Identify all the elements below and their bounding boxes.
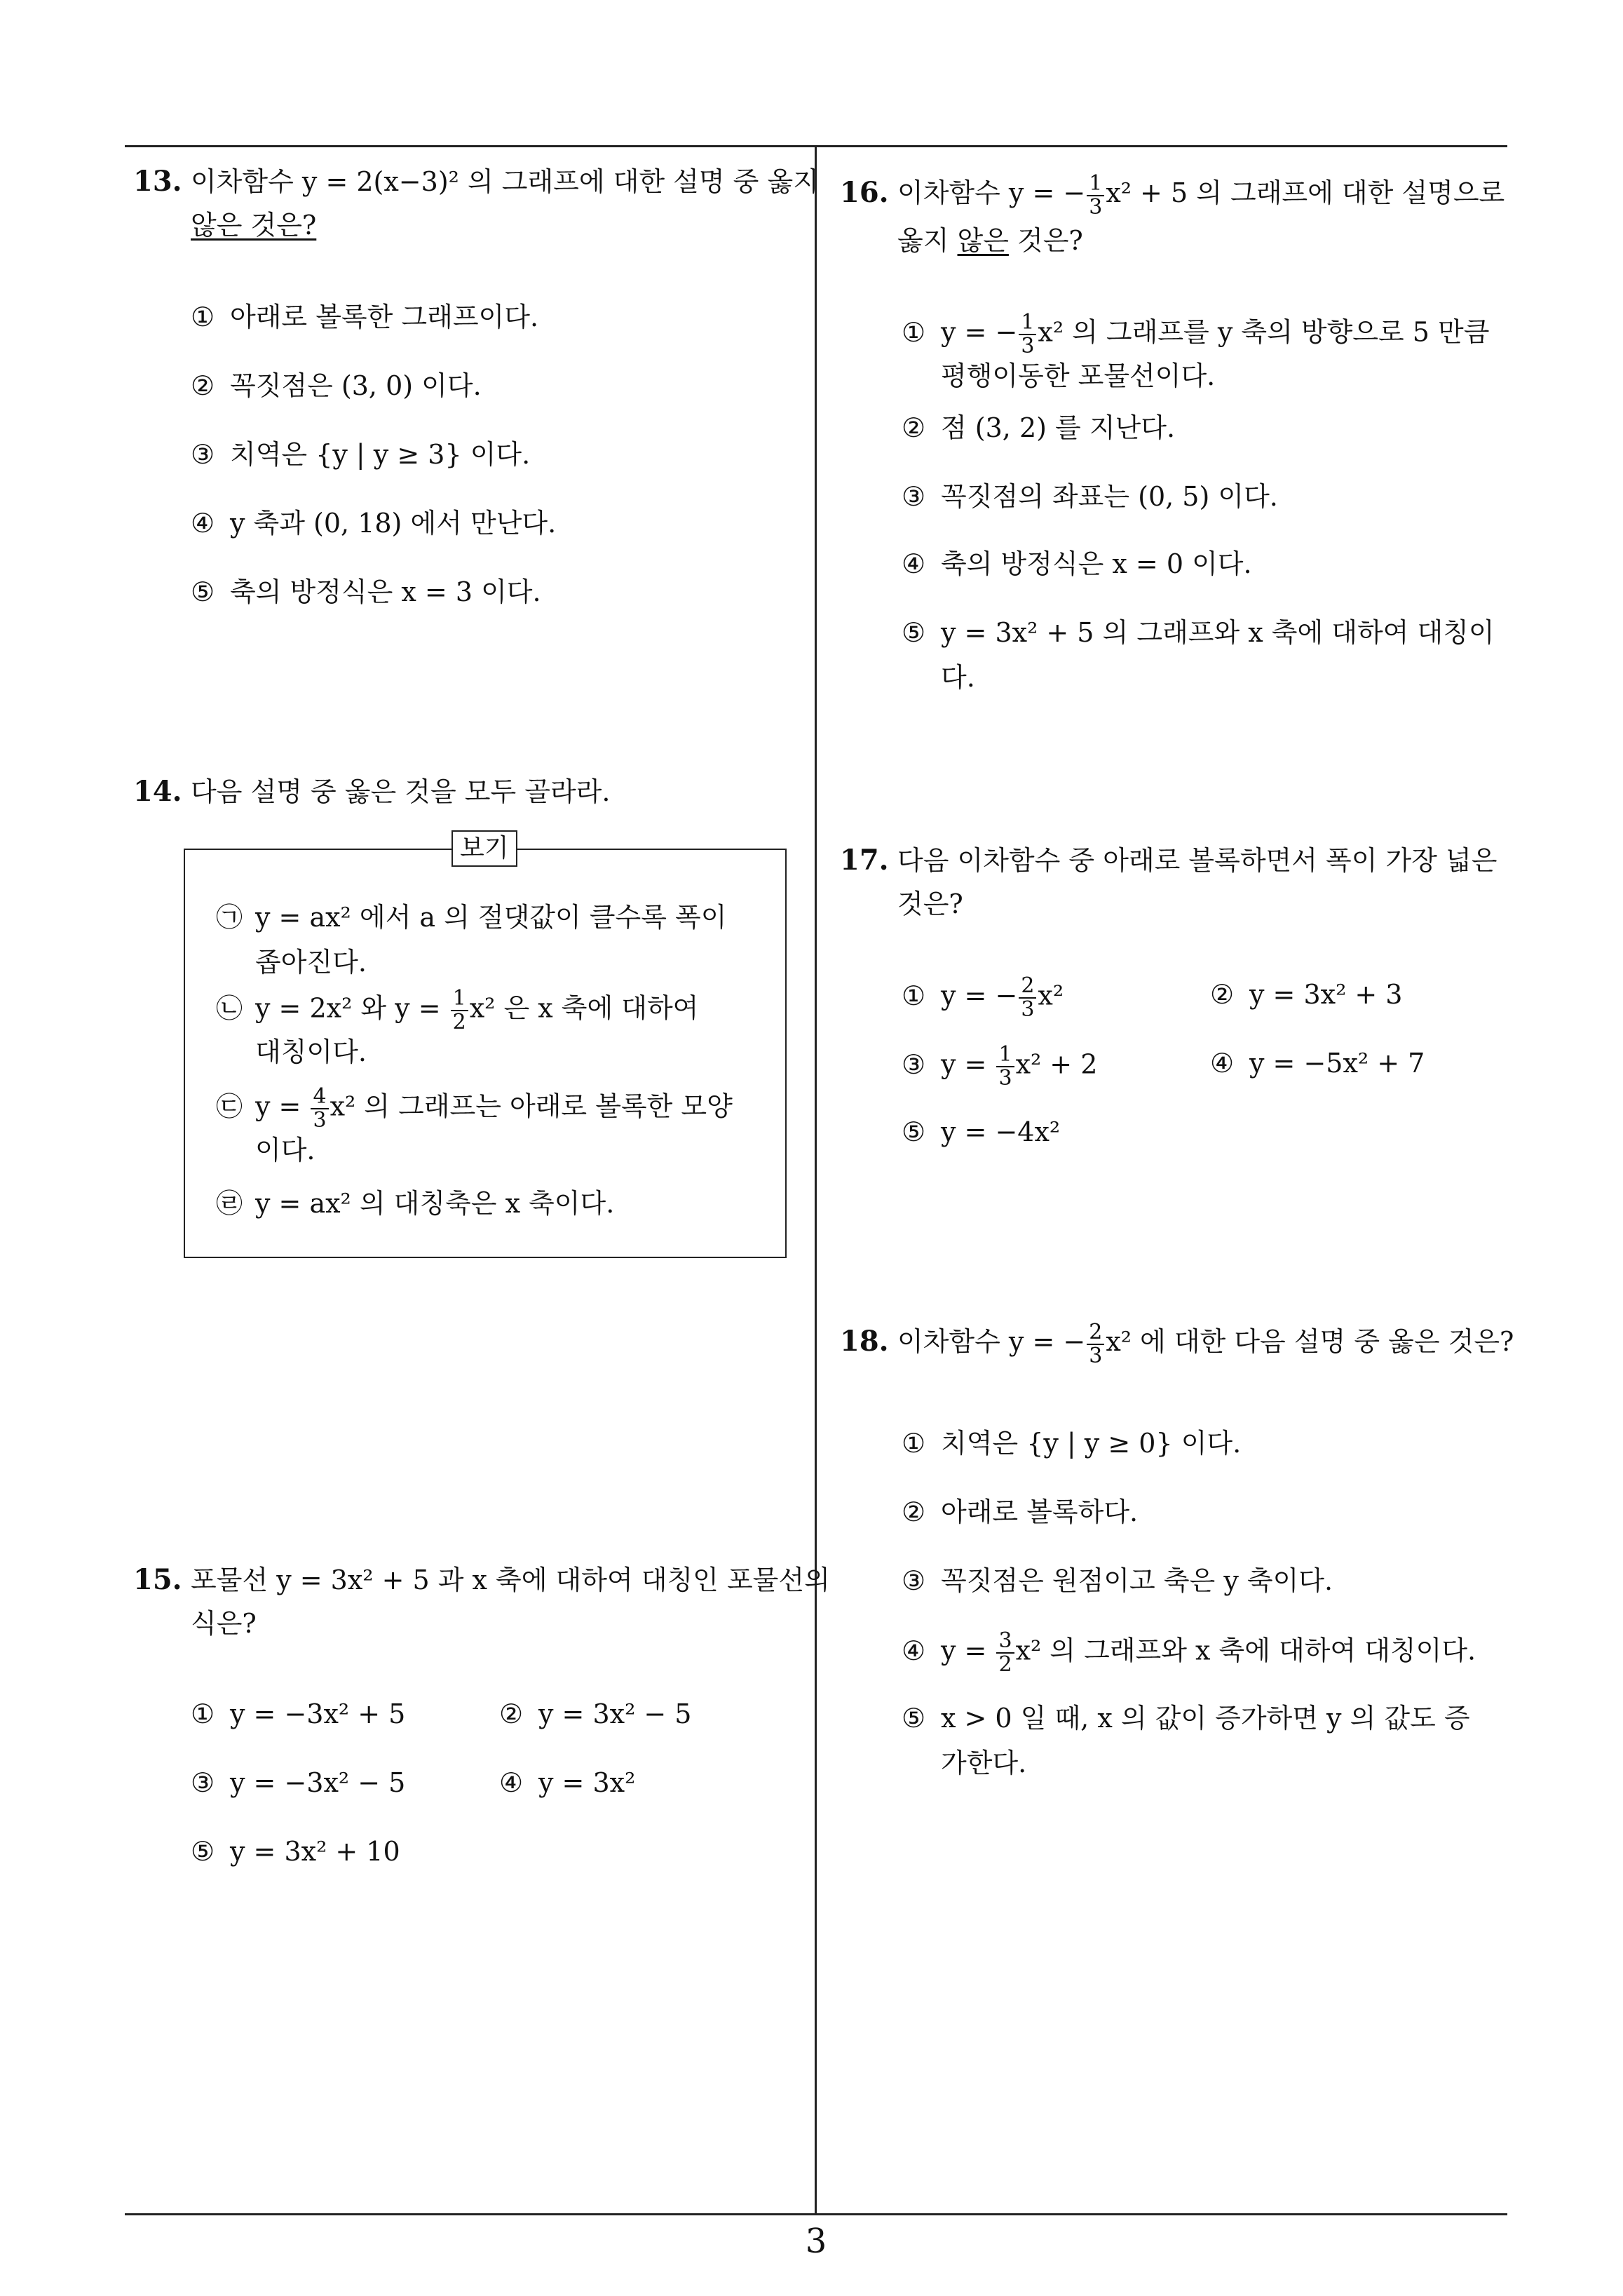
fraction-denominator: 3 xyxy=(998,1066,1012,1090)
option-continuation: 평행이동한 포물선이다. xyxy=(941,360,1216,391)
option-text: y = −3x² + 5 xyxy=(230,1699,406,1729)
option-text: 축의 방정식은 x = 0 이다. xyxy=(941,548,1252,579)
option-text: 꼭짓점은 원점이고 축은 y 축이다. xyxy=(941,1565,1333,1596)
question-15 xyxy=(133,1558,830,1649)
item-line-2: 이다. xyxy=(255,1135,315,1166)
fraction-numerator: 2 xyxy=(1087,1321,1104,1345)
fraction-numerator: 1 xyxy=(996,1044,1014,1067)
item-line-1: y = ax² 의 대칭축은 x 축이다. xyxy=(255,1188,615,1219)
q15-option-4[interactable] xyxy=(499,1763,635,1802)
question-number: 15. xyxy=(133,1563,182,1596)
fraction-numerator: 2 xyxy=(1019,975,1036,999)
option-text: y = −4x² xyxy=(941,1116,1061,1147)
option-mark: ④ xyxy=(902,1635,926,1666)
q16-option-4[interactable] xyxy=(902,544,1252,583)
q16-option-2[interactable] xyxy=(902,408,1175,447)
option-mark: ② xyxy=(191,370,215,401)
question-stem xyxy=(191,770,610,813)
q16-option-1[interactable] xyxy=(902,310,1490,391)
q15-option-2[interactable] xyxy=(499,1694,691,1734)
item-line-1-post: x² 은 x 축에 대하여 xyxy=(469,992,699,1024)
option-continuation: 가한다. xyxy=(941,1748,1027,1778)
question-number: 13. xyxy=(133,165,182,198)
q13-option-1[interactable] xyxy=(191,297,538,337)
question-17 xyxy=(840,839,1513,930)
q15-option-5[interactable] xyxy=(191,1832,400,1871)
option-text: y = 3x² − 5 xyxy=(538,1699,692,1729)
option-text: 치역은 {y | y ≥ 0} 이다. xyxy=(941,1428,1242,1459)
q15-option-1[interactable] xyxy=(191,1694,405,1734)
item-line-1-pre: y = xyxy=(255,1090,310,1122)
item-line-1-pre: y = 2x² 와 y = xyxy=(255,992,449,1024)
question-number: 16. xyxy=(840,176,889,209)
option-mark: ③ xyxy=(902,1565,926,1596)
option-text: 꼭짓점의 좌표는 (0, 5) 이다. xyxy=(941,481,1278,512)
fraction xyxy=(451,987,468,1034)
option-mark: ③ xyxy=(902,481,926,512)
question-stem xyxy=(897,839,1497,926)
question-stem xyxy=(897,171,1505,262)
option-pre: y = xyxy=(941,1048,996,1080)
item-mark: ㉣ xyxy=(216,1188,243,1219)
fraction-denominator: 3 xyxy=(1089,194,1103,220)
item-mark: ㉡ xyxy=(216,992,243,1024)
option-text: y 축과 (0, 18) 에서 만난다. xyxy=(230,508,557,539)
fraction-numerator: 4 xyxy=(311,1086,328,1109)
option-text: 축의 방정식은 x = 3 이다. xyxy=(230,576,541,607)
question-16 xyxy=(840,171,1513,262)
option-text: 아래로 볼록하다. xyxy=(941,1497,1139,1527)
question-stem xyxy=(897,1320,1514,1368)
question-14 xyxy=(133,770,806,819)
bogi-item-3[interactable] xyxy=(216,1084,733,1166)
fraction xyxy=(311,1086,328,1132)
bogi-item-4[interactable] xyxy=(216,1184,614,1223)
option-mark: ④ xyxy=(499,1767,524,1798)
option-text: y = 3x² + 10 xyxy=(230,1836,400,1867)
question-18 xyxy=(840,1320,1513,1376)
fraction xyxy=(1087,1321,1104,1368)
item-mark: ㉢ xyxy=(216,1090,243,1122)
bogi-title: 보기 xyxy=(451,830,517,867)
option-pre: y = − xyxy=(941,980,1018,1011)
question-stem xyxy=(191,1558,830,1645)
option-mark: ① xyxy=(902,980,926,1011)
fraction-denominator: 2 xyxy=(998,1652,1012,1677)
fraction xyxy=(1019,311,1036,358)
option-mark: ③ xyxy=(191,439,215,470)
q17-option-5[interactable] xyxy=(902,1112,1060,1152)
option-text: y = 3x² + 5 의 그래프와 x 축에 대하여 대칭이 xyxy=(941,617,1495,648)
stem-post: x² + 5 의 그래프에 대한 설명으로 xyxy=(1106,177,1505,208)
item-line-1-post: x² 의 그래프는 아래로 볼록한 모양 xyxy=(330,1090,733,1122)
stem-line-1 xyxy=(897,1320,1514,1368)
option-text: y = 3x² + 3 xyxy=(1249,979,1403,1010)
q18-option-4[interactable] xyxy=(902,1630,1476,1676)
page-number: 3 xyxy=(805,2222,827,2261)
option-text: y = −3x² − 5 xyxy=(230,1767,406,1798)
q16-option-5[interactable] xyxy=(902,613,1495,693)
stem-line-1: 이차함수 y = 2(x−3)² 의 그래프에 대한 설명 중 옳지 xyxy=(191,166,819,197)
q17-option-4[interactable] xyxy=(1210,1044,1425,1083)
q13-option-4[interactable] xyxy=(191,504,556,543)
option-post: x² + 2 xyxy=(1015,1048,1098,1080)
option-mark: ① xyxy=(902,316,926,348)
option-text: 꼭짓점은 (3, 0) 이다. xyxy=(230,370,482,401)
item-mark: ㉠ xyxy=(216,902,243,933)
option-mark: ② xyxy=(1210,979,1235,1010)
item-line-1: y = ax² 에서 a 의 절댓값이 클수록 폭이 xyxy=(255,902,727,933)
q18-option-3[interactable] xyxy=(902,1561,1333,1600)
q18-option-1[interactable] xyxy=(902,1424,1241,1463)
option-continuation: 다. xyxy=(941,662,975,693)
fraction-numerator: 1 xyxy=(451,987,468,1011)
fraction xyxy=(996,1630,1014,1676)
option-mark: ① xyxy=(191,1699,215,1729)
q16-option-3[interactable] xyxy=(902,477,1278,516)
stem-line-2-pre: 옳지 xyxy=(897,224,958,256)
q13-option-2[interactable] xyxy=(191,366,482,405)
option-mark: ② xyxy=(902,1497,926,1527)
option-mark: ⑤ xyxy=(191,1836,215,1867)
item-line-2: 좁아진다. xyxy=(255,947,367,978)
stem-line-2 xyxy=(897,219,1505,262)
fraction-denominator: 2 xyxy=(452,1010,466,1034)
option-pre: y = − xyxy=(941,316,1018,348)
question-number: 14. xyxy=(133,775,182,808)
fraction-numerator: 1 xyxy=(1087,173,1104,196)
stem-pre: 이차함수 y = − xyxy=(897,177,1086,208)
stem-line-1: 포물선 y = 3x² + 5 과 x 축에 대하여 대칭인 포물선의 xyxy=(191,1565,830,1595)
option-post: x² xyxy=(1038,980,1064,1011)
bogi-item-2[interactable] xyxy=(216,986,699,1067)
question-stem xyxy=(191,160,819,247)
option-mark: ③ xyxy=(902,1048,926,1080)
option-mark: ⑤ xyxy=(902,1116,926,1147)
option-text: 치역은 {y | y ≥ 3} 이다. xyxy=(230,439,531,470)
option-pre: y = xyxy=(941,1635,996,1666)
bottom-rule xyxy=(125,2213,1507,2215)
stem-line-2: 것은? xyxy=(897,889,963,919)
q13-option-5[interactable] xyxy=(191,572,541,612)
stem-pre: 이차함수 y = − xyxy=(897,1326,1086,1357)
option-post: x² 의 그래프와 x 축에 대하여 대칭이다. xyxy=(1015,1635,1476,1666)
stem-line-1: 다음 이차함수 중 아래로 볼록하면서 폭이 가장 넓은 xyxy=(897,845,1498,876)
option-text: x > 0 일 때, x 의 값이 증가하면 y 의 값도 증 xyxy=(941,1703,1470,1734)
option-mark: ⑤ xyxy=(902,1703,926,1734)
q18-option-5[interactable] xyxy=(902,1699,1470,1778)
fraction xyxy=(1087,170,1104,220)
fraction xyxy=(996,1044,1014,1090)
q13-option-3[interactable] xyxy=(191,435,530,474)
question-13 xyxy=(133,160,819,251)
option-mark: ④ xyxy=(1210,1048,1235,1079)
item-line-2: 대칭이다. xyxy=(255,1036,367,1067)
option-mark: ③ xyxy=(191,1767,215,1798)
q18-option-2[interactable] xyxy=(902,1492,1138,1532)
option-mark: ④ xyxy=(191,508,215,539)
question-number: 17. xyxy=(840,844,889,877)
stem-line-2: 식은? xyxy=(191,1608,257,1639)
stem-line-2-post: 것은? xyxy=(1008,224,1083,256)
option-mark: ② xyxy=(902,412,926,443)
option-post: x² 의 그래프를 y 축의 방향으로 5 만큼 xyxy=(1038,316,1490,348)
q17-option-3[interactable] xyxy=(902,1044,1097,1090)
option-mark: ① xyxy=(902,1428,926,1459)
bogi-item-1[interactable] xyxy=(216,898,727,978)
fraction-numerator: 3 xyxy=(996,1630,1014,1654)
fraction-numerator: 1 xyxy=(1019,311,1036,335)
stem-underlined: 않은 xyxy=(957,224,1009,256)
q15-option-3[interactable] xyxy=(191,1763,405,1802)
q17-option-2[interactable] xyxy=(1210,975,1402,1014)
question-number: 18. xyxy=(840,1325,889,1358)
bogi-box xyxy=(184,834,787,1258)
option-mark: ⑤ xyxy=(191,576,215,607)
option-mark: ② xyxy=(499,1699,524,1729)
option-mark: ④ xyxy=(902,548,926,579)
column-divider xyxy=(815,145,817,2215)
stem-line-1 xyxy=(897,171,1505,219)
q17-option-1[interactable] xyxy=(902,975,1064,1021)
stem-line-1: 다음 설명 중 옳은 것을 모두 골라라. xyxy=(191,776,611,807)
fraction-denominator: 3 xyxy=(1021,997,1035,1022)
fraction-denominator: 3 xyxy=(1021,334,1035,358)
option-text: y = −5x² + 7 xyxy=(1249,1048,1425,1079)
option-mark: ① xyxy=(191,302,215,332)
fraction-denominator: 3 xyxy=(313,1108,327,1133)
option-mark: ⑤ xyxy=(902,617,926,648)
option-text: 점 (3, 2) 를 지난다. xyxy=(941,412,1176,443)
option-text: y = 3x² xyxy=(538,1767,636,1798)
fraction-denominator: 3 xyxy=(1089,1343,1103,1368)
option-text: 아래로 볼록한 그래프이다. xyxy=(230,302,539,332)
stem-line-2: 않은 것은? xyxy=(191,210,317,241)
fraction xyxy=(1019,975,1036,1021)
stem-post: x² 에 대한 다음 설명 중 옳은 것은? xyxy=(1106,1326,1514,1357)
